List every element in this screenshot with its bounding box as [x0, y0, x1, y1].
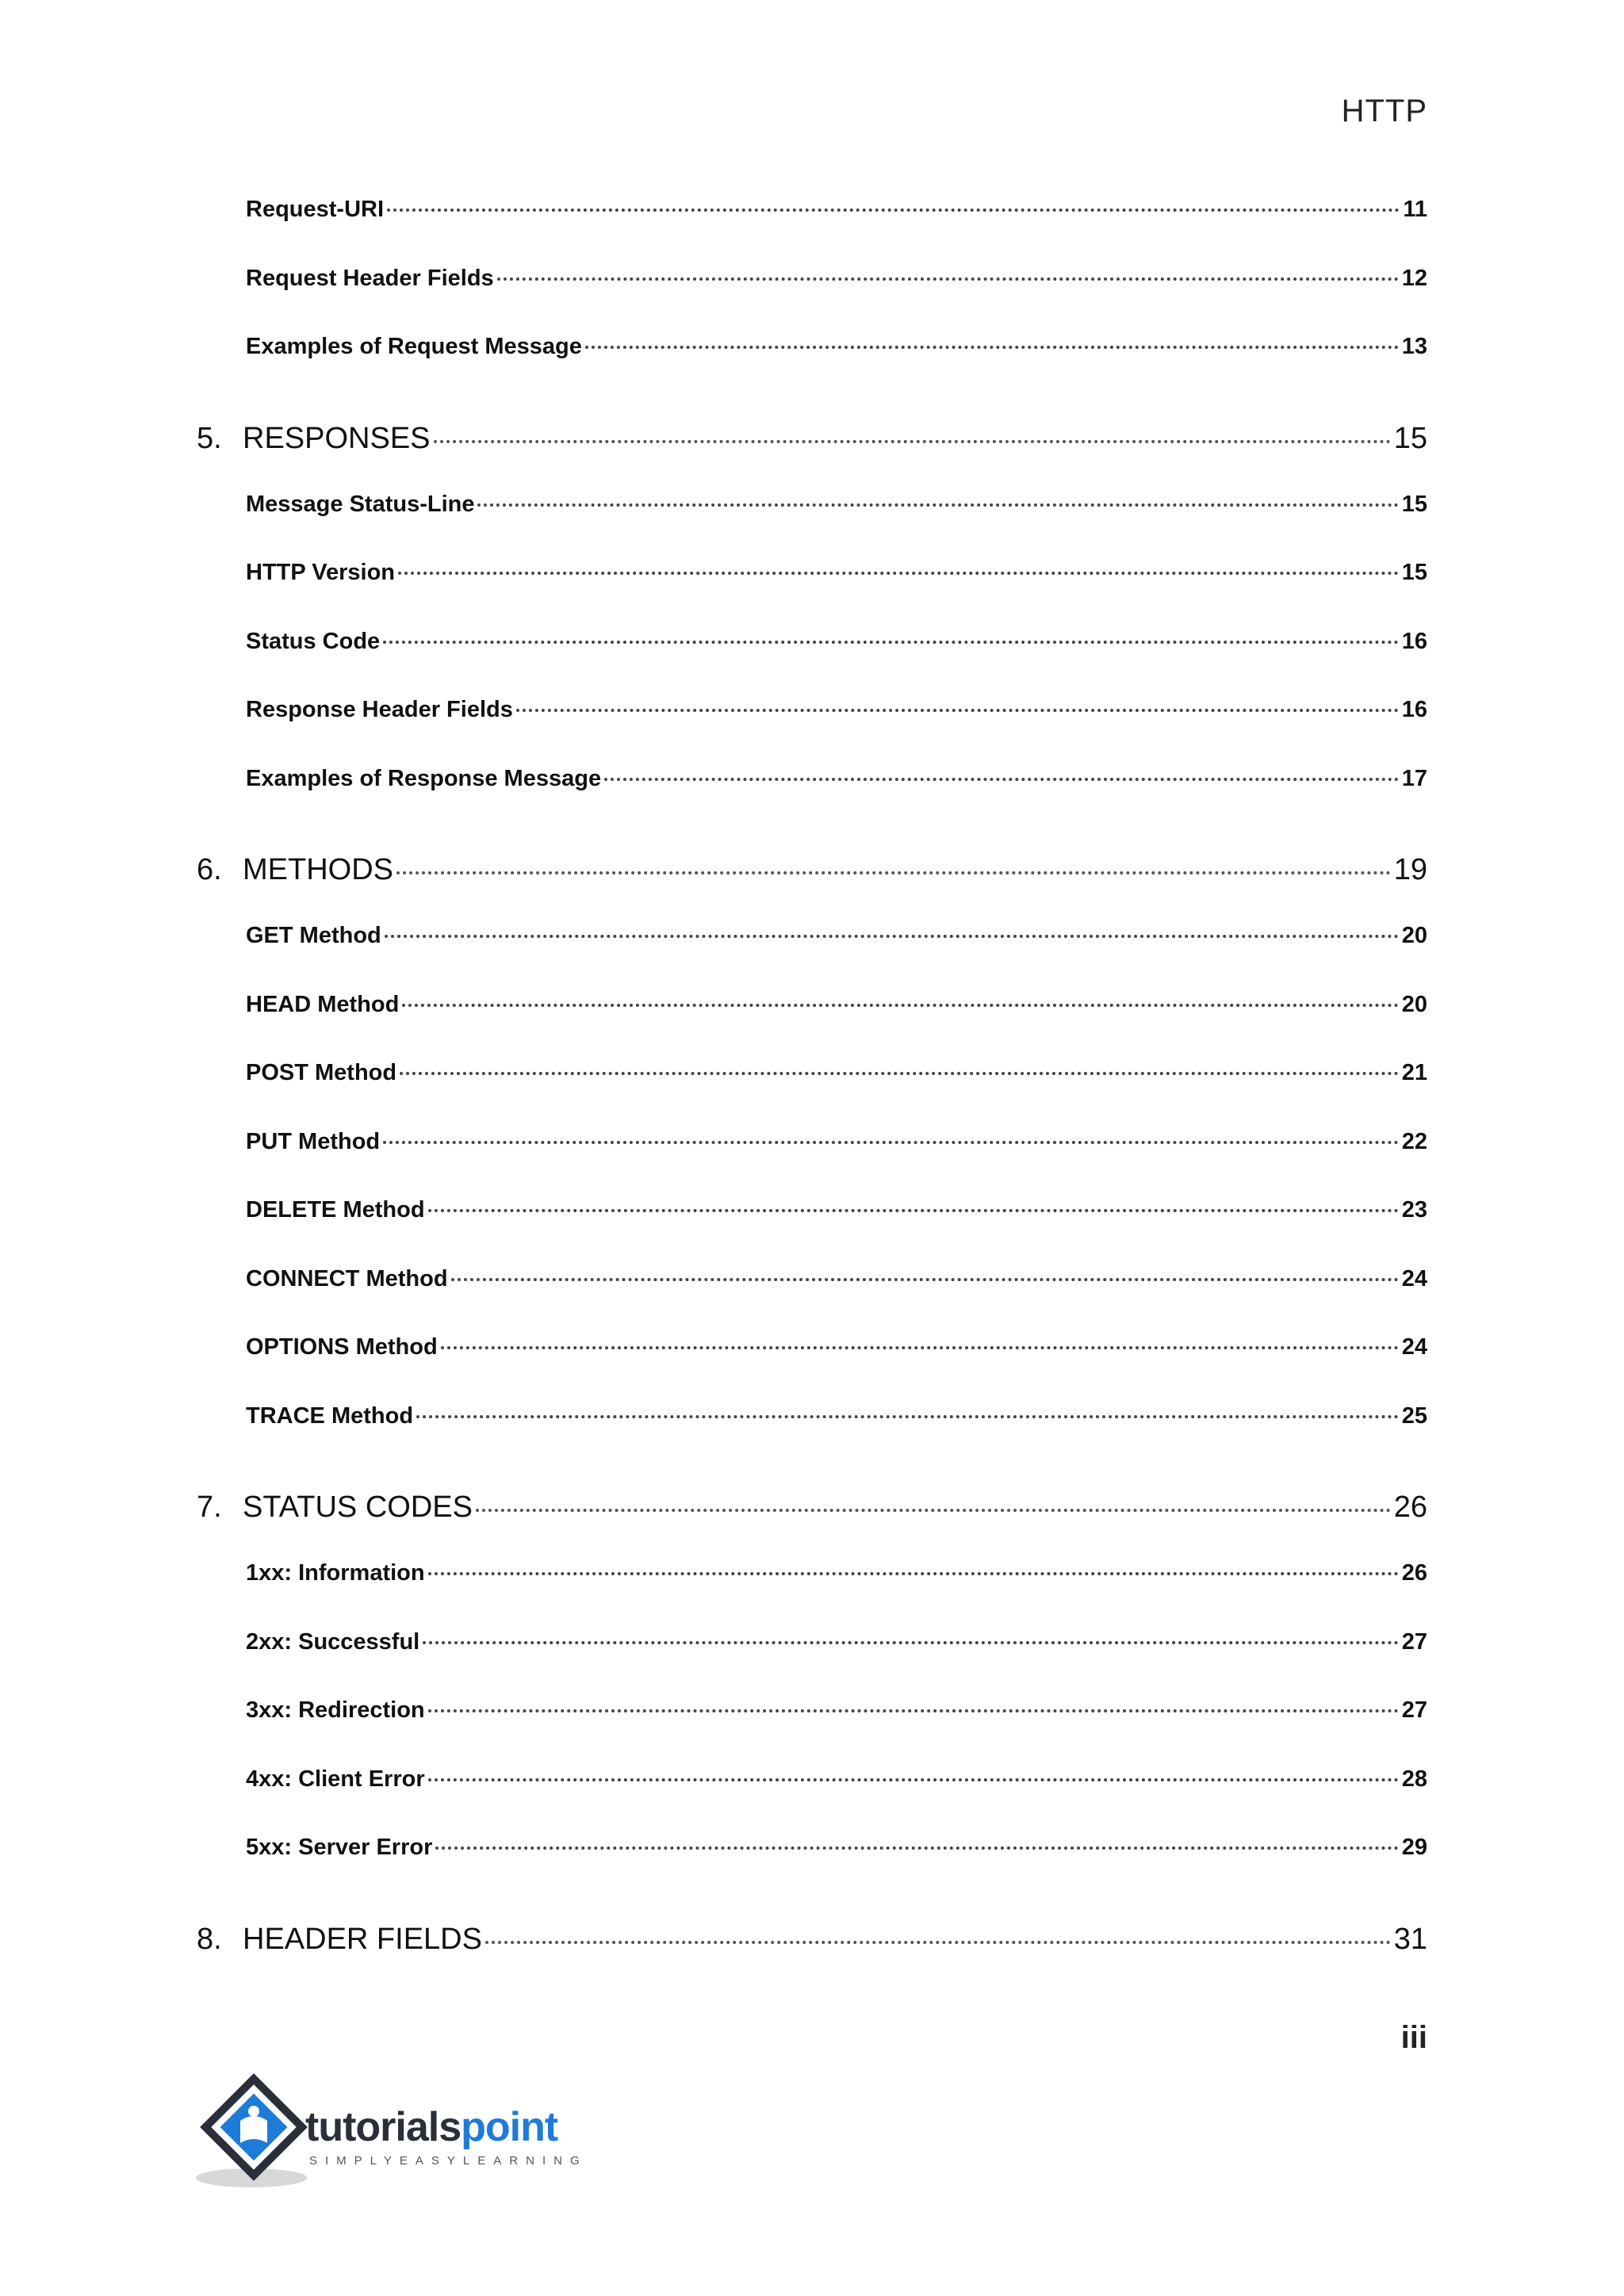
toc-leader-dots	[435, 1846, 1398, 1850]
toc-chapter-entry[interactable]	[197, 1923, 1427, 1957]
toc-page-number: 27	[1401, 1697, 1427, 1723]
toc-entry-label: Message Status-Line	[246, 491, 475, 517]
toc-page-number: 24	[1401, 1265, 1427, 1292]
toc-entry-label: Examples of Response Message	[246, 765, 602, 791]
toc-page-number: 11	[1403, 197, 1427, 222]
toc-entry-label: 5xx: Server Error	[246, 1835, 433, 1860]
toc-page-number: 23	[1401, 1197, 1427, 1223]
toc-leader-dots	[476, 1509, 1391, 1512]
tutorialspoint-logo	[194, 2073, 607, 2192]
toc-page-number: 16	[1401, 697, 1427, 722]
toc-section-entry[interactable]	[246, 266, 1427, 292]
toc-chapter-number: 6.	[197, 853, 222, 886]
logo-wordmark	[305, 2103, 557, 2151]
toc-page-number: 20	[1401, 991, 1427, 1017]
toc-leader-dots	[441, 1346, 1399, 1349]
logo-tagline: SIMPLYEASYLEARNING	[309, 2154, 588, 2168]
toc-section-entry[interactable]	[246, 1266, 1427, 1292]
toc-leader-dots	[497, 277, 1399, 281]
toc-section-entry[interactable]	[246, 766, 1427, 792]
toc-section-entry[interactable]	[246, 1629, 1427, 1655]
toc-entry-label: 4xx: Client Error	[246, 1766, 425, 1792]
logo-word-tutorials: tutorials	[305, 2104, 462, 2150]
toc-leader-dots	[428, 1209, 1399, 1212]
toc-section-entry[interactable]	[246, 334, 1427, 360]
toc-section-entry[interactable]	[246, 992, 1427, 1018]
toc-section-entry[interactable]	[246, 629, 1427, 655]
toc-entry-label: 2xx: Successful	[246, 1628, 420, 1655]
toc-page-number: 16	[1401, 628, 1427, 654]
toc-section-entry[interactable]	[246, 1334, 1427, 1360]
toc-leader-dots	[477, 503, 1398, 507]
toc-leader-dots	[451, 1278, 1399, 1281]
toc-page-number: 31	[1393, 1922, 1427, 1956]
toc-page-number: 21	[1401, 1060, 1427, 1085]
toc-leader-dots	[428, 1572, 1399, 1575]
toc-page-number: 17	[1401, 765, 1427, 791]
toc-leader-dots	[396, 871, 1391, 874]
toc-entry-label: HTTP Version	[246, 560, 396, 585]
toc-page-number: 19	[1393, 853, 1427, 886]
toc-page-number: 28	[1401, 1766, 1427, 1792]
toc-section-entry[interactable]	[246, 560, 1427, 586]
toc-entry-label: PUT Method	[246, 1128, 381, 1154]
toc-chapter-number: 7.	[197, 1490, 222, 1524]
toc-leader-dots	[416, 1415, 1399, 1418]
toc-page-number: 26	[1401, 1560, 1427, 1586]
toc-page-number: 27	[1401, 1628, 1427, 1655]
toc-entry-label: 3xx: Redirection	[246, 1697, 425, 1723]
toc-leader-dots	[400, 1072, 1399, 1075]
toc-section-entry[interactable]	[246, 1197, 1427, 1223]
toc-page-number: 15	[1401, 491, 1427, 517]
toc-section-entry[interactable]	[246, 1697, 1427, 1724]
toc-entry-label: OPTIONS Method	[246, 1334, 438, 1360]
toc-section-entry[interactable]	[246, 697, 1427, 723]
toc-entry-label: 1xx: Information	[246, 1560, 425, 1586]
toc-leader-dots	[485, 1941, 1391, 1944]
toc-entry-label: Response Header Fields	[246, 697, 513, 722]
toc-leader-dots	[585, 346, 1399, 349]
running-header: HTTP	[1341, 94, 1427, 128]
toc-entry-label: Status Code	[246, 628, 381, 654]
toc-leader-dots	[604, 778, 1399, 781]
toc-entry-label: GET Method	[246, 923, 381, 948]
toc-leader-dots	[385, 935, 1399, 938]
toc-leader-dots	[383, 641, 1399, 644]
toc-chapter-number: 8.	[197, 1922, 222, 1956]
page-folio: iii	[1400, 2020, 1427, 2055]
toc-page-number: 15	[1401, 560, 1427, 585]
toc-page-number: 24	[1401, 1334, 1427, 1360]
toc-page-number: 13	[1401, 334, 1427, 359]
toc-entry-label: POST Method	[246, 1060, 397, 1085]
toc-page-number: 22	[1401, 1128, 1427, 1154]
toc-section-entry[interactable]	[246, 1129, 1427, 1155]
toc-section-entry[interactable]	[246, 1060, 1427, 1086]
toc-section-entry[interactable]	[246, 1766, 1427, 1793]
toc-page-number: 12	[1401, 265, 1427, 291]
toc-chapter-entry[interactable]	[197, 422, 1427, 456]
toc-leader-dots	[423, 1641, 1399, 1644]
toc-entry-label: Examples of Request Message	[246, 334, 582, 359]
toc-entry-label: Request Header Fields	[246, 265, 494, 291]
toc-entry-label: HEADER FIELDS	[243, 1922, 482, 1956]
toc-section-entry[interactable]	[246, 1403, 1427, 1429]
toc-section-entry[interactable]	[246, 197, 1427, 223]
toc-leader-dots	[516, 709, 1399, 712]
toc-leader-dots	[383, 1141, 1399, 1144]
toc-entry-label: RESPONSES	[243, 421, 431, 455]
toc-entry-label: Request-URI	[246, 197, 385, 222]
toc-page-number: 25	[1401, 1402, 1427, 1429]
toc-entry-label: HEAD Method	[246, 991, 400, 1017]
toc-entry-label: STATUS CODES	[243, 1490, 473, 1524]
toc-chapter-entry[interactable]	[197, 853, 1427, 887]
toc-page-number: 29	[1401, 1835, 1427, 1860]
toc-section-entry[interactable]	[246, 1560, 1427, 1586]
toc-leader-dots	[428, 1778, 1399, 1781]
toc-section-entry[interactable]	[246, 492, 1427, 518]
toc-page-number: 15	[1393, 421, 1427, 455]
toc-entry-label: CONNECT Method	[246, 1265, 448, 1292]
toc-entry-label: TRACE Method	[246, 1402, 414, 1429]
toc-page-number: 26	[1393, 1490, 1427, 1524]
toc-chapter-number: 5.	[197, 421, 222, 455]
toc-section-entry[interactable]	[246, 1835, 1427, 1861]
toc-entry-label: DELETE Method	[246, 1197, 425, 1223]
toc-leader-dots	[402, 1004, 1398, 1007]
toc-page-number: 20	[1401, 923, 1427, 948]
toc-chapter-entry[interactable]	[197, 1490, 1427, 1525]
toc-leader-dots	[398, 572, 1399, 575]
toc-leader-dots	[428, 1709, 1399, 1712]
toc-entry-label: METHODS	[243, 853, 393, 886]
toc-leader-dots	[387, 209, 1400, 212]
logo-mark-icon	[194, 2073, 313, 2192]
toc-section-entry[interactable]	[246, 923, 1427, 949]
toc-leader-dots	[434, 440, 1391, 443]
logo-word-point: point	[461, 2104, 558, 2150]
